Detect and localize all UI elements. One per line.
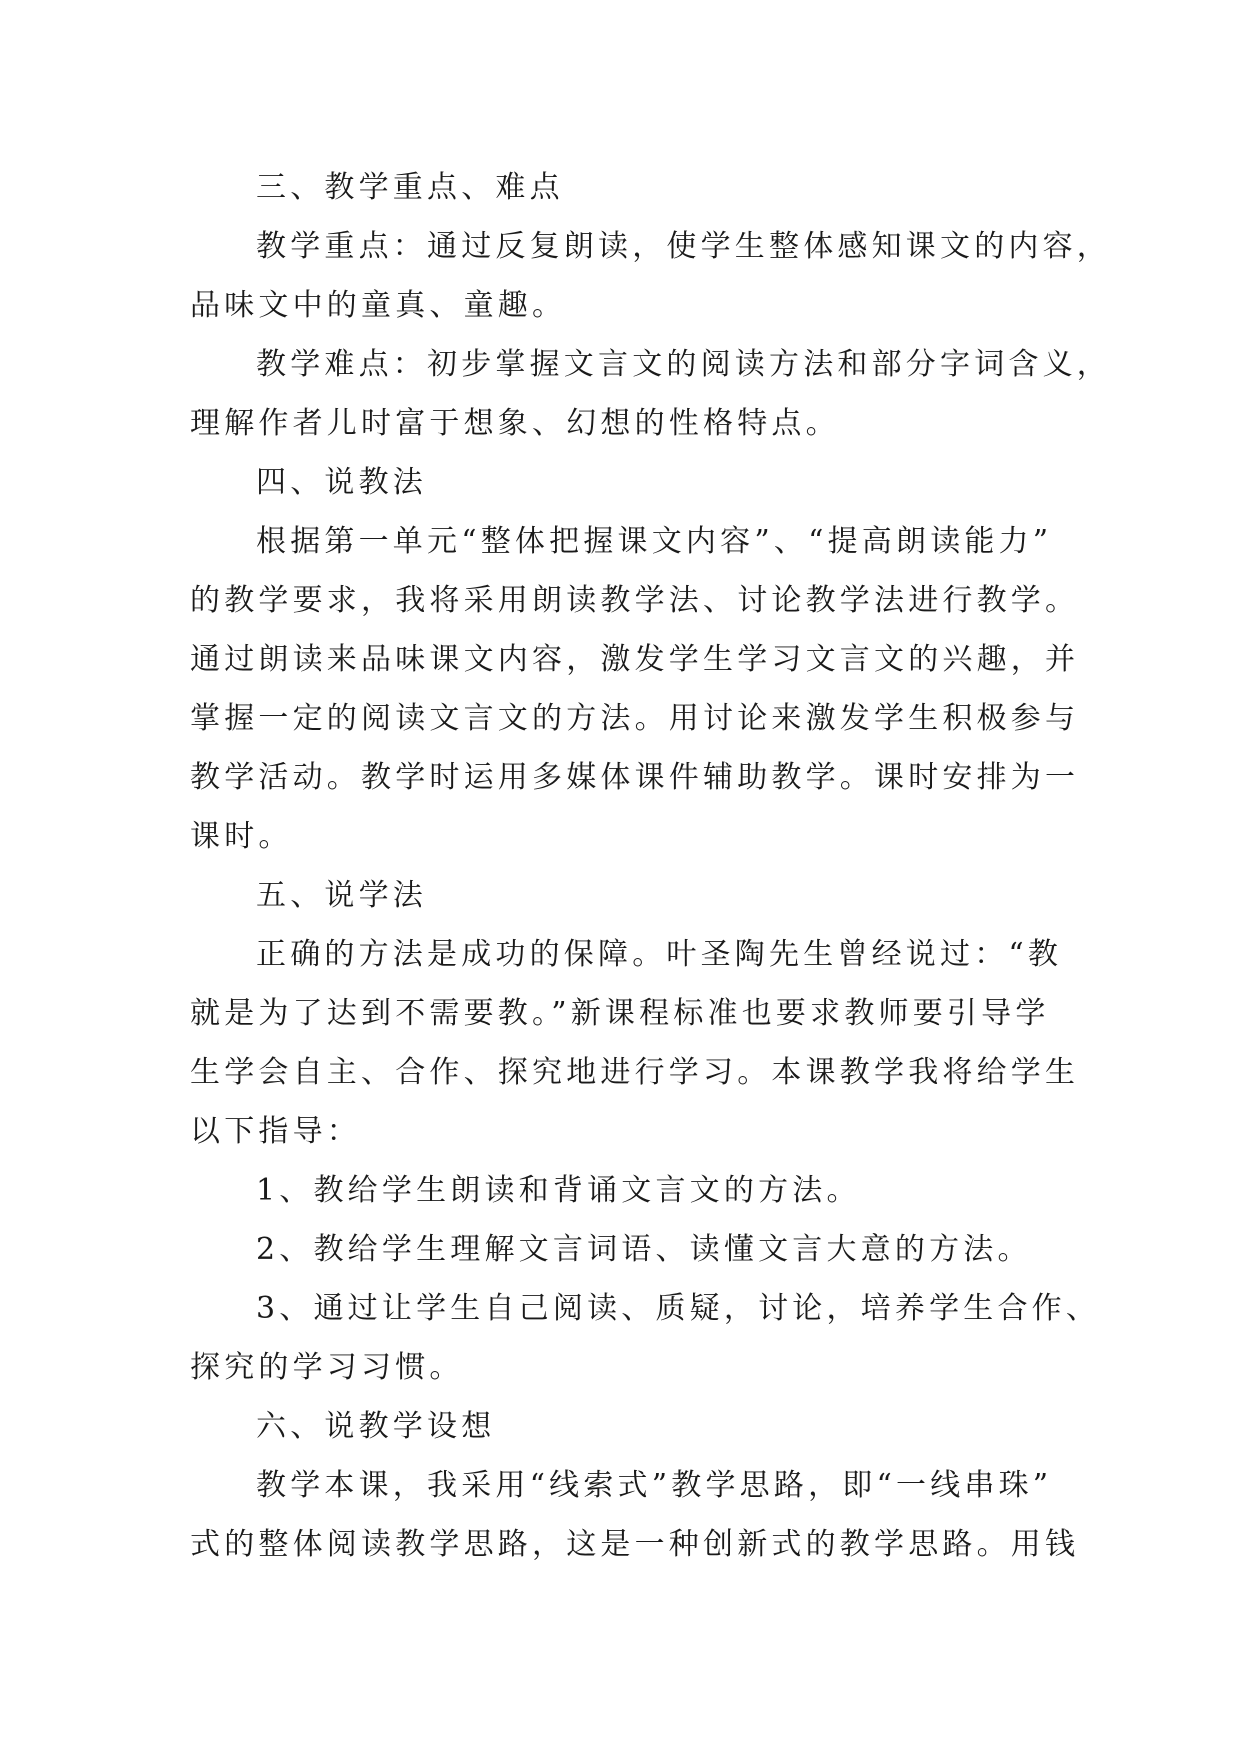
paragraph-teaching-key-point	[190, 217, 1111, 335]
text-line: 以下指导：	[190, 1114, 361, 1149]
text-line: 教学难点：初步掌握文言文的阅读方法和部分字词含义，	[256, 347, 1111, 382]
section-teaching-focus	[190, 158, 1111, 453]
document-body	[190, 158, 1111, 1574]
text-line: 1、教给学生朗读和背诵文言文的方法。	[256, 1173, 861, 1208]
list-item	[190, 1279, 1101, 1397]
text-line: 正确的方法是成功的保障。叶圣陶先生曾经说过：“教	[256, 937, 1063, 972]
text-line: 生学会自主、合作、探究地进行学习。本课教学我将给学生	[190, 1055, 1080, 1090]
list-item	[190, 1161, 1052, 1220]
text-line: 品味文中的童真、童趣。	[190, 288, 567, 323]
text-line: 理解作者儿时富于想象、幻想的性格特点。	[190, 406, 840, 441]
paragraph-teaching-method	[190, 512, 1080, 866]
paragraph-learning-method	[190, 925, 1080, 1161]
section-heading: 六、说教学设想	[256, 1409, 496, 1444]
text-line: 2、教给学生理解文言词语、读懂文言大意的方法。	[256, 1232, 1032, 1267]
text-line: 教学活动。教学时运用多媒体课件辅助教学。课时安排为一	[190, 760, 1080, 795]
paragraph-teaching-design	[190, 1456, 1080, 1574]
text-line: 的教学要求，我将采用朗读教学法、讨论教学法进行教学。	[190, 583, 1080, 618]
text-line: 探究的学习习惯。	[190, 1350, 464, 1385]
section-heading: 四、说教法	[256, 465, 427, 500]
text-line: 就是为了达到不需要教。”新课程标准也要求教师要引导学	[190, 996, 1050, 1031]
text-line: 课时。	[190, 819, 293, 854]
section-teaching-method	[190, 453, 1080, 866]
paragraph-teaching-difficulty	[190, 335, 1111, 453]
section-heading: 五、说学法	[256, 878, 427, 913]
text-line: 式的整体阅读教学思路，这是一种创新式的教学思路。用钱	[190, 1527, 1080, 1562]
text-line: 3、通过让学生自己阅读、质疑，讨论，培养学生合作、	[256, 1291, 1101, 1326]
text-line: 教学重点：通过反复朗读，使学生整体感知课文的内容，	[256, 229, 1111, 264]
text-line: 根据第一单元“整体把握课文内容”、“提高朗读能力”	[256, 524, 1053, 559]
list-item	[190, 1220, 1052, 1279]
section-heading: 三、教学重点、难点	[256, 170, 564, 205]
text-line: 掌握一定的阅读文言文的方法。用讨论来激发学生积极参与	[190, 701, 1080, 736]
text-line: 教学本课，我采用“线索式”教学思路，即“一线串珠”	[256, 1468, 1053, 1503]
text-line: 通过朗读来品味课文内容，激发学生学习文言文的兴趣，并	[190, 642, 1080, 677]
section-teaching-design	[190, 1397, 1080, 1574]
section-learning-method	[190, 866, 1101, 1397]
